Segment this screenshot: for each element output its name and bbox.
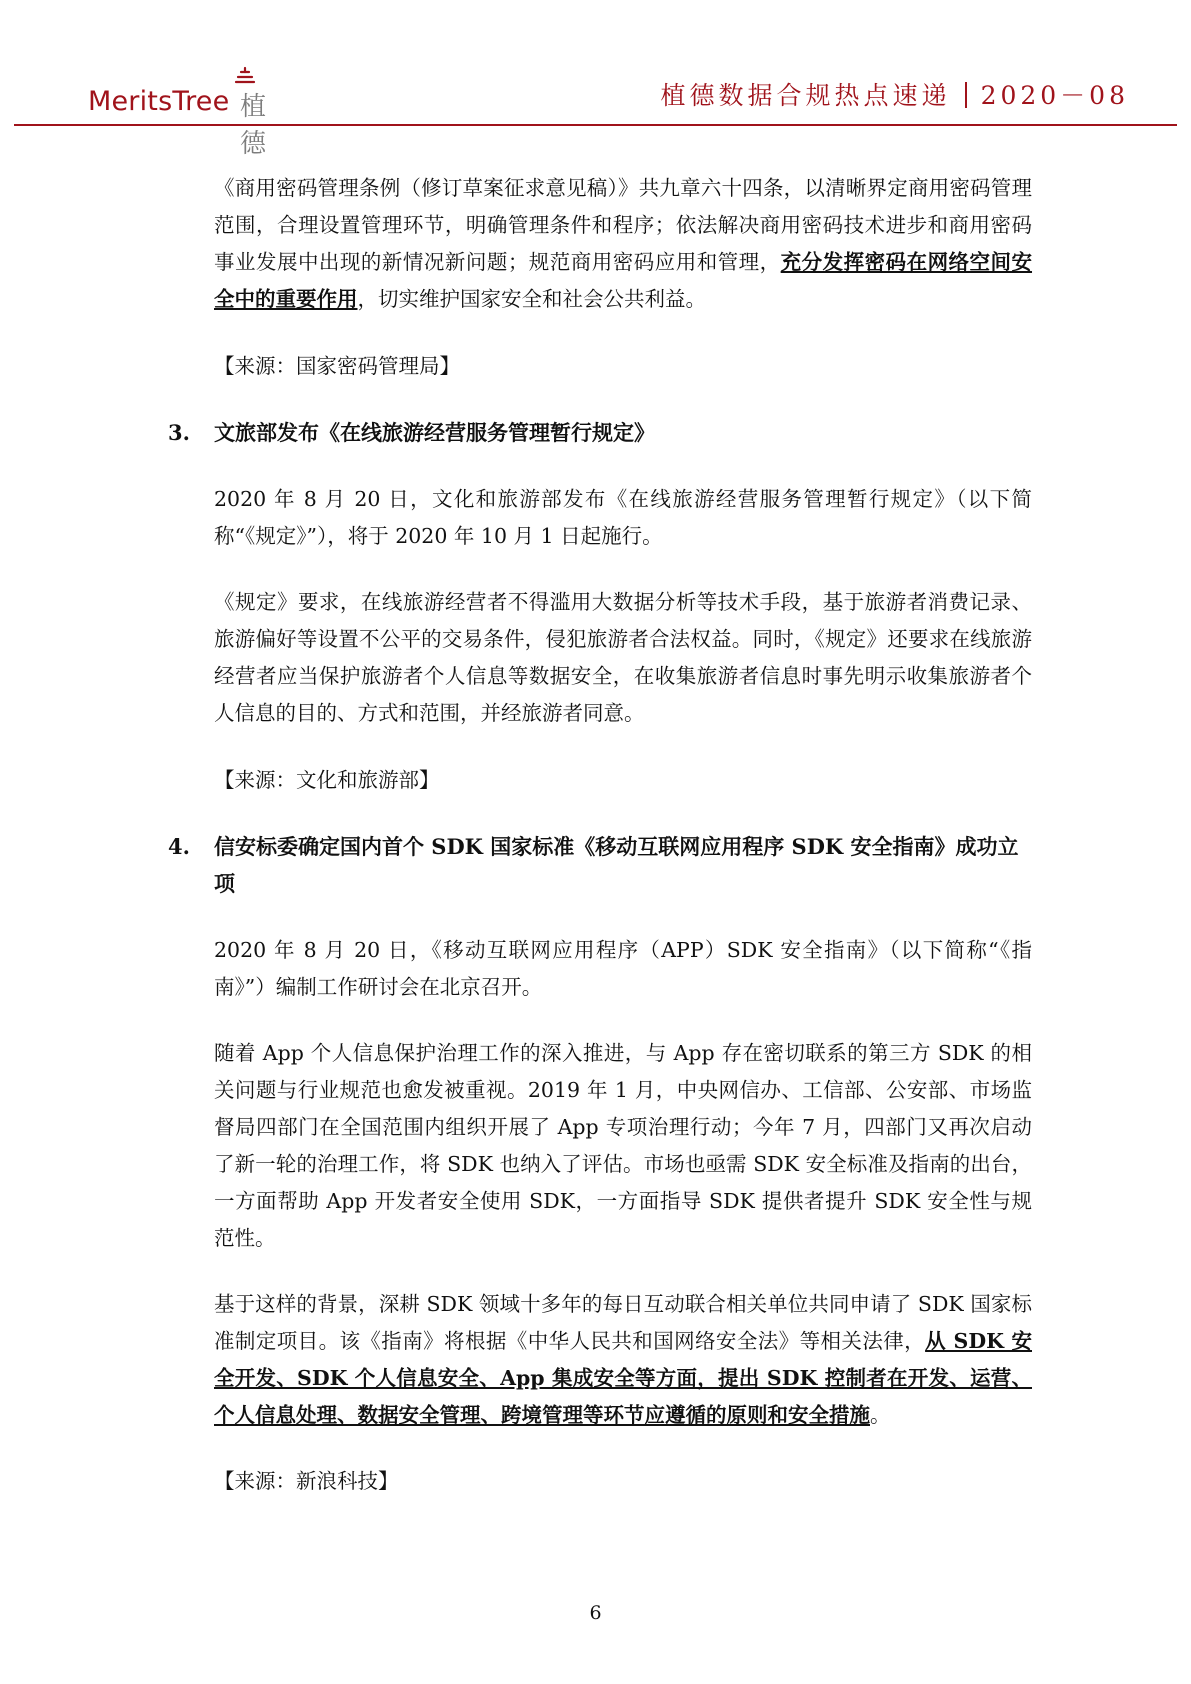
intro-highlight: 充分发挥密码在网络空间安全中的重要作用 (214, 250, 1033, 311)
section-4-paragraph-1: 2020 年 8 月 20 日，《移动互联网应用程序（APP）SDK 安全指南》（以下简称“《指南》”）编制工作研讨会在北京召开。 (214, 938, 1032, 999)
intro-text-end: ，切实维护国家安全和社会公共利益。 (357, 287, 706, 311)
logo-chinese: 植德 (240, 92, 267, 159)
meritstree-logo (88, 66, 288, 159)
paragraph-text: 基于这样的背景，深耕 SDK 领域十多年的每日互动联合相关单位共同申请了 SDK 国家标准制定项目。该《指南》将根据《中华人民共和国网络安全法》等相关法律， (214, 1292, 1032, 1353)
section-4-paragraph-2: 随着 App 个人信息保护治理工作的深入推进，与 App 存在密切联系的第三方 SDK 的相关问题与行业规范也愈发被重视。2019 年 1 月，中央网信办、工信部、公安部、市场监督局四部门在全国范围内组织开展了 App 专项治理行动；今年 7 月，四部门又再次启动了新一轮的治理工作，将 SDK 也纳入了评估。市场也亟需 SDK 安全标准及指南的出台，一方面帮助 App 开发者安全使用 SDK，一方面指导 SDK 提供者提升 SDK 安全性与规范性。 (214, 1041, 1032, 1250)
newsletter-title (661, 76, 1129, 112)
source-note: 【来源：国家密码管理局】 (214, 354, 460, 378)
page-body (168, 170, 1033, 1500)
section-3-paragraph-2: 《规定》要求，在线旅游经营者不得滥用大数据分析等技术手段，基于旅游者消费记录、旅游偏好等设置不公平的交易条件，侵犯旅游者合法权益。同时，《规定》还要求在线旅游经营者应当保护旅游者个人信息等数据安全，在收集旅游者信息时事先明示收集旅游者个人信息的目的、方式和范围，并经旅游者同意。 (214, 590, 1032, 725)
page-header (0, 0, 1191, 159)
newsletter-issue: 2020－08 (980, 81, 1129, 110)
intro-text: 《商用密码管理条例（修订草案征求意见稿）》共九章六十四条，以清晰界定商用密码管理范围，合理设置管理环节，明确管理条件和程序；依法解决商用密码技术进步和商用密码事业发展中出现的新情况新问题；规范商用密码应用和管理， (214, 176, 1032, 274)
title-divider (965, 82, 967, 108)
section-3-paragraph-1: 2020 年 8 月 20 日，文化和旅游部发布《在线旅游经营服务管理暂行规定》（以下简称“《规定》”），将于 2020 年 10 月 1 日起施行。 (214, 487, 1032, 548)
source-note: 【来源：文化和旅游部】 (214, 768, 440, 792)
header-rule (14, 124, 1177, 126)
intro-paragraph (214, 170, 1032, 318)
section-number: 3. (168, 420, 190, 445)
source-note: 【来源：新浪科技】 (214, 1469, 399, 1493)
page-number: 6 (589, 1602, 602, 1624)
logo-wordmark: MeritsTree (88, 86, 230, 117)
section-number: 4. (168, 834, 190, 859)
section-heading-3 (168, 414, 1032, 451)
newsletter-name: 植德数据合规热点速递 (660, 81, 951, 110)
section-title: 文旅部发布《在线旅游经营服务管理暂行规定》 (214, 420, 655, 445)
section-heading-4 (168, 828, 1032, 902)
section-4-paragraph-3 (214, 1286, 1032, 1434)
section-title: 信安标委确定国内首个 SDK 国家标准《移动互联网应用程序 SDK 安全指南》成功立项 (214, 834, 1019, 896)
paragraph-highlight: 从 SDK 安全开发、SDK 个人信息安全、App 集成安全等方面，提出 SDK 控制者在开发、运营、个人信息处理、数据安全管理、跨境管理等环节应遵循的原则和安全措施 (214, 1329, 1032, 1427)
paragraph-text-end: 。 (870, 1403, 891, 1427)
